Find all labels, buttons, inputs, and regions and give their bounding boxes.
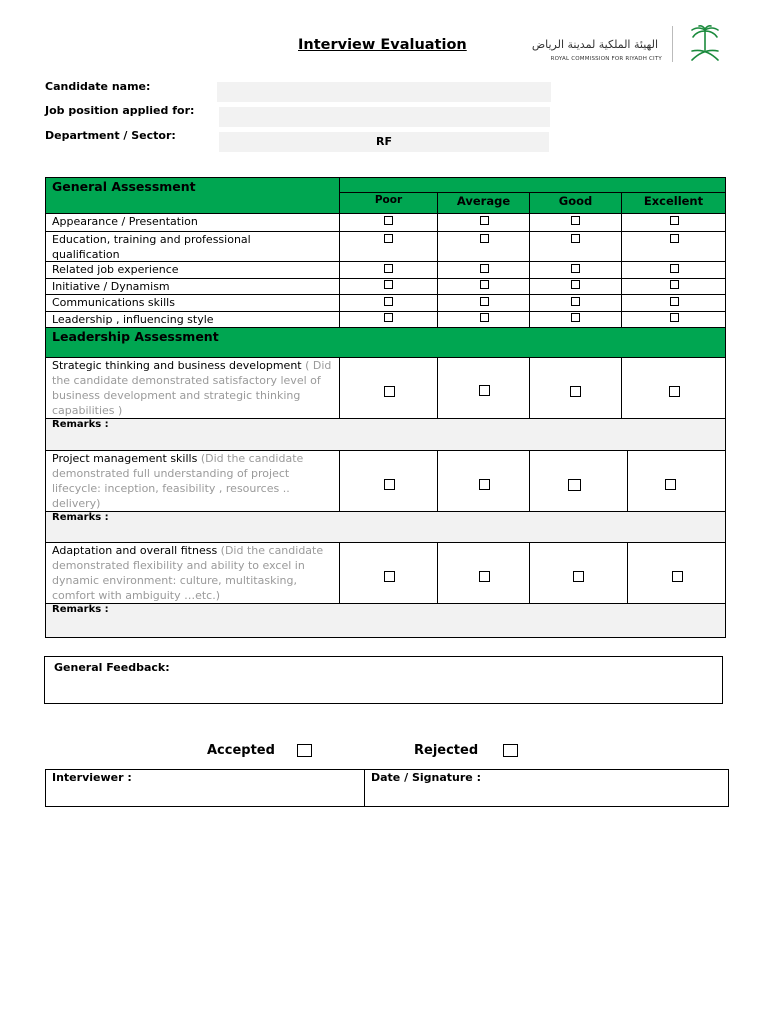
checkbox-appearance-excellent[interactable] [670, 216, 679, 225]
criteria-project-management-hint: (Did the candidate demonstrated full understanding of project lifecycle: inception, feasibility , resources .. delivery) [52, 452, 304, 510]
column-header-good: Good [558, 194, 593, 208]
criteria-adaptation-main: Adaptation and overall fitness [52, 544, 218, 557]
checkbox-initiative-average[interactable] [480, 280, 489, 289]
logo [520, 24, 740, 66]
remarks-label-strategic: Remarks : [52, 419, 109, 430]
checkbox-project-average[interactable] [479, 479, 490, 490]
department-label: Department / Sector: [45, 129, 176, 142]
job-position-label: Job position applied for: [45, 104, 195, 117]
logo-arabic-text: الهيئة الملكية لمدينة الرياض [531, 38, 658, 51]
accepted-checkbox[interactable] [297, 744, 312, 757]
checkbox-education-poor[interactable] [384, 234, 393, 243]
candidate-name-label: Candidate name: [45, 80, 151, 93]
checkbox-appearance-poor[interactable] [384, 216, 393, 225]
checkbox-adaptation-excellent[interactable] [672, 571, 683, 582]
general-feedback-label: General Feedback: [54, 661, 170, 674]
rejected-checkbox[interactable] [503, 744, 518, 757]
checkbox-education-average[interactable] [480, 234, 489, 243]
criteria-experience: Related job experience [52, 263, 179, 276]
checkbox-initiative-good[interactable] [571, 280, 580, 289]
checkbox-strategic-poor[interactable] [384, 386, 395, 397]
page-title: Interview Evaluation [298, 37, 467, 53]
criteria-strategic-thinking-main: Strategic thinking and business development [52, 359, 302, 372]
criteria-leadership-style: Leadership , influencing style [52, 313, 214, 326]
checkbox-adaptation-poor[interactable] [384, 571, 395, 582]
remarks-row [46, 603, 725, 637]
candidate-name-field[interactable] [217, 82, 551, 102]
remarks-label-project: Remarks : [52, 512, 109, 523]
criteria-communication: Communications skills [52, 296, 175, 309]
checkbox-communication-good[interactable] [571, 297, 580, 306]
checkbox-appearance-good[interactable] [571, 216, 580, 225]
department-field[interactable]: RF [219, 132, 549, 152]
checkbox-experience-average[interactable] [480, 264, 489, 273]
remarks-row [46, 418, 725, 450]
checkbox-experience-poor[interactable] [384, 264, 393, 273]
checkbox-project-poor[interactable] [384, 479, 395, 490]
checkbox-adaptation-good[interactable] [573, 571, 584, 582]
criteria-strategic-thinking [52, 358, 334, 418]
general-assessment-heading: General Assessment [52, 179, 196, 194]
column-header-average: Average [456, 194, 511, 208]
checkbox-initiative-poor[interactable] [384, 280, 393, 289]
rejected-label: Rejected [414, 743, 479, 758]
criteria-project-management [52, 451, 334, 511]
criteria-adaptation-hint: (Did the candidate demonstrated flexibility and ability to excel in dynamic environment: culture, multitasking, comfort with ambiguity …etc.) [52, 544, 324, 602]
checkbox-adaptation-average[interactable] [479, 571, 490, 582]
interviewer-label: Interviewer : [52, 771, 132, 784]
criteria-strategic-thinking-hint: ( Did the candidate demonstrated satisfactory level of business development and strategic thinking capabilities ) [52, 359, 332, 417]
checkbox-leadership-style-excellent[interactable] [670, 313, 679, 322]
checkbox-leadership-style-good[interactable] [571, 313, 580, 322]
checkbox-experience-good[interactable] [571, 264, 580, 273]
checkbox-communication-poor[interactable] [384, 297, 393, 306]
date-signature-cell[interactable] [364, 769, 729, 807]
checkbox-leadership-style-average[interactable] [480, 313, 489, 322]
palm-swords-icon [682, 24, 728, 64]
checkbox-experience-excellent[interactable] [670, 264, 679, 273]
logo-english-text: ROYAL COMMISSION FOR RIYADH CITY [550, 56, 662, 62]
remarks-row [46, 511, 725, 542]
criteria-project-management-main: Project management skills [52, 452, 198, 465]
checkbox-project-excellent[interactable] [665, 479, 676, 490]
checkbox-strategic-excellent[interactable] [669, 386, 680, 397]
checkbox-education-good[interactable] [571, 234, 580, 243]
checkbox-leadership-style-poor[interactable] [384, 313, 393, 322]
assessment-table [45, 177, 726, 638]
remarks-label-adaptation: Remarks : [52, 604, 109, 615]
criteria-appearance: Appearance / Presentation [52, 215, 198, 228]
column-header-poor: Poor [374, 194, 403, 206]
checkbox-project-good[interactable] [568, 479, 581, 491]
checkbox-initiative-excellent[interactable] [670, 280, 679, 289]
criteria-education: Education, training and professional qualification [52, 233, 251, 261]
checkbox-education-excellent[interactable] [670, 234, 679, 243]
checkbox-communication-excellent[interactable] [670, 297, 679, 306]
interviewer-cell[interactable] [45, 769, 365, 807]
logo-divider [672, 26, 673, 62]
checkbox-communication-average[interactable] [480, 297, 489, 306]
general-feedback-box[interactable] [44, 656, 723, 704]
checkbox-strategic-average[interactable] [479, 385, 490, 396]
checkbox-strategic-good[interactable] [570, 386, 581, 397]
criteria-initiative: Initiative / Dynamism [52, 280, 170, 293]
criteria-adaptation [52, 543, 334, 603]
leadership-assessment-heading: Leadership Assessment [52, 329, 219, 344]
checkbox-appearance-average[interactable] [480, 216, 489, 225]
accepted-label: Accepted [207, 743, 275, 758]
job-position-field[interactable] [219, 107, 550, 127]
column-header-excellent: Excellent [643, 194, 704, 208]
date-signature-label: Date / Signature : [371, 771, 481, 784]
